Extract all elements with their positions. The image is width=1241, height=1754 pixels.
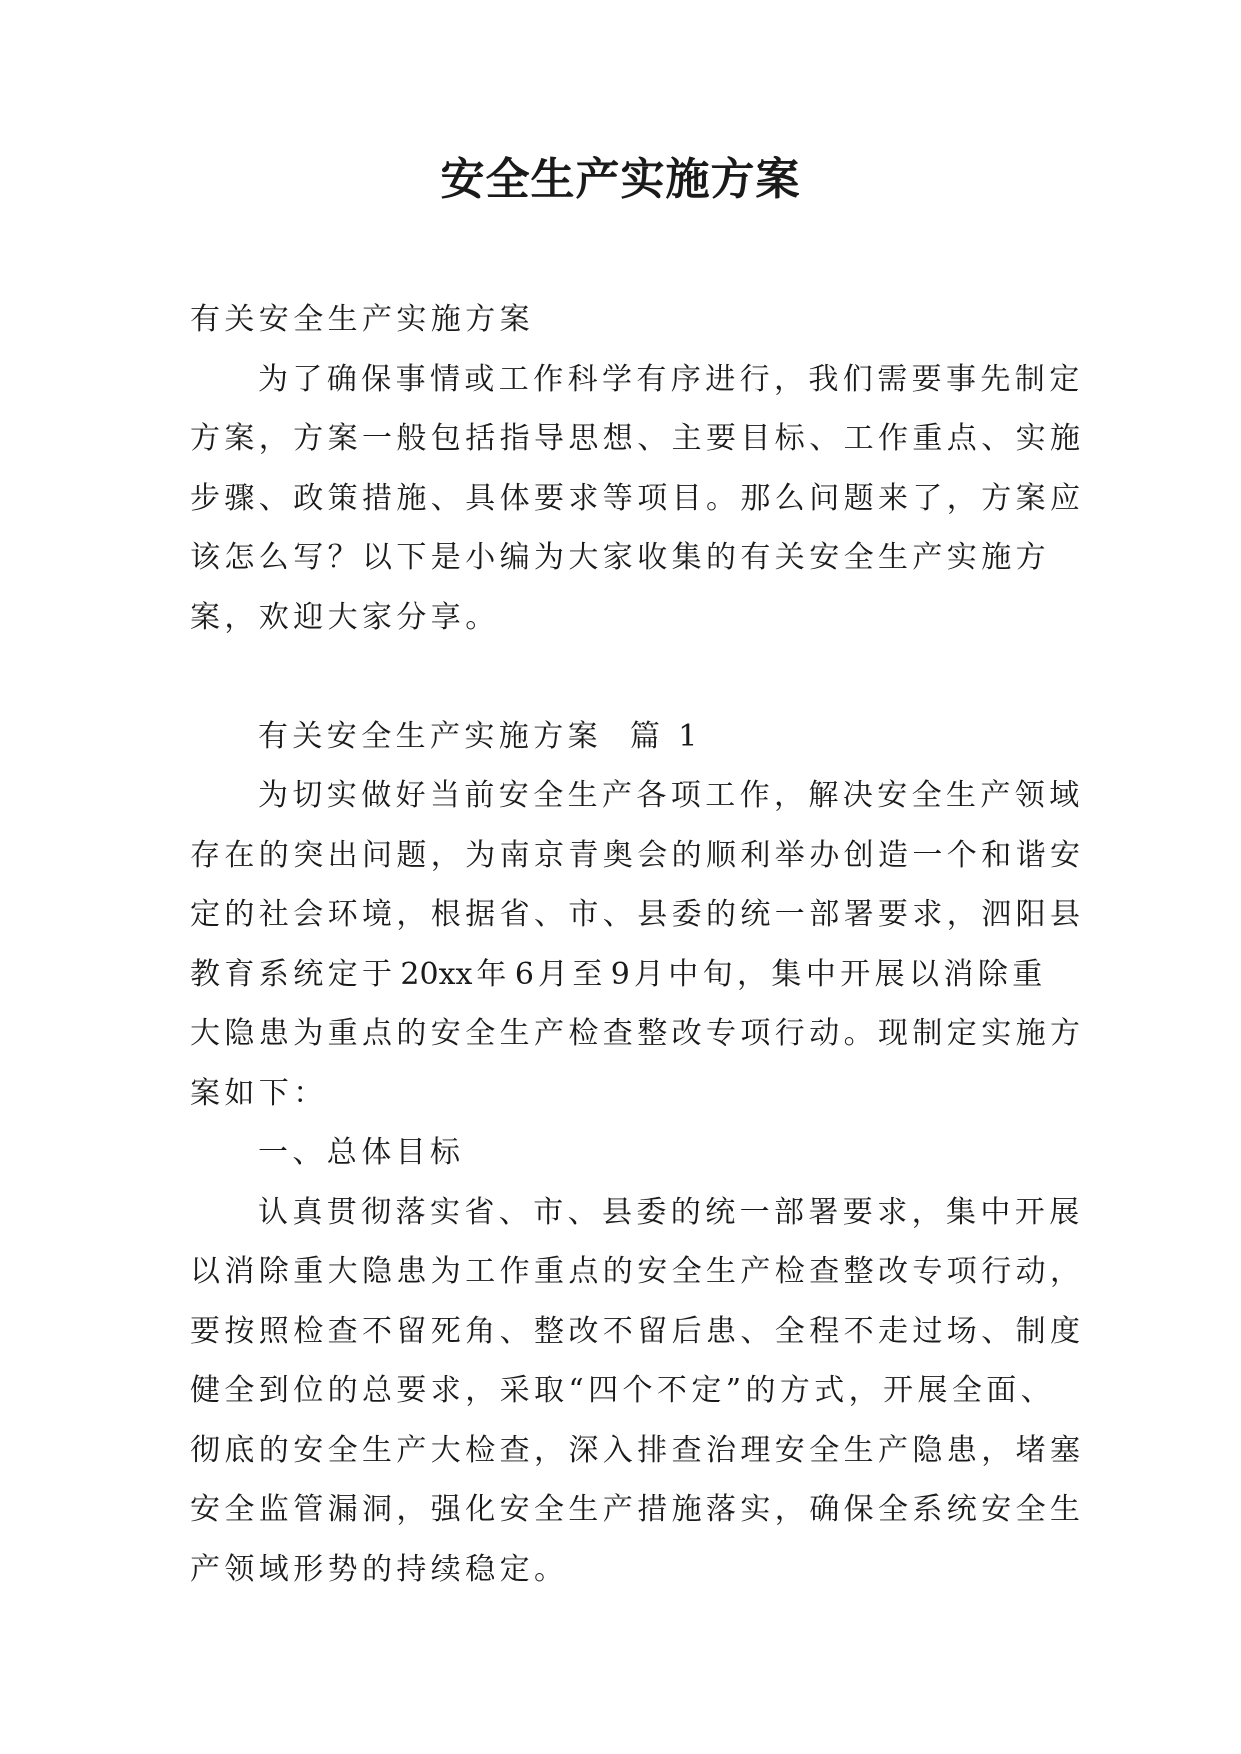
paragraph-line-date <box>190 945 1060 1005</box>
document-body <box>190 290 1085 1599</box>
paragraph-gap <box>190 647 1060 707</box>
paragraph-line: 定的社会环境，根据省、市、县委的统一部署要求，泗阳县 <box>190 897 1085 932</box>
section-heading: 有关安全生产实施方案 篇 1 <box>258 718 702 754</box>
paragraph-line: 安全监管漏洞，强化安全生产措施落实，确保全系统安全生 <box>190 1492 1085 1527</box>
year-value: 20xx <box>400 956 473 992</box>
heading-general-goal: 一、总体目标 <box>258 1135 465 1170</box>
intro-line: 为了确保事情或工作科学有序进行，我们需要事先制定 <box>258 361 1084 397</box>
month-end-value: 9 <box>610 956 630 992</box>
intro-line: 案，欢迎大家分享。 <box>190 599 500 635</box>
paragraph-line: 健全到位的总要求，采取“四个不定”的方式，开展全面、 <box>190 1373 1056 1408</box>
paragraph-line: 要按照检查不留死角、整改不留后患、全程不走过场、制度 <box>190 1313 1085 1349</box>
subtitle: 有关安全生产实施方案 <box>190 302 534 337</box>
date-text-middle: 月至 <box>537 956 607 992</box>
intro-line: 该怎么写？以下是小编为大家收集的有关安全生产实施方 <box>190 540 1050 575</box>
paragraph-line: 大隐患为重点的安全生产检查整改专项行动。现制定实施方 <box>190 1016 1085 1051</box>
paragraph-line: 以消除重大隐患为工作重点的安全生产检查整改专项行动， <box>190 1254 1085 1289</box>
paragraph-line: 彻底的安全生产大检查，深入排查治理安全生产隐患，堵塞 <box>190 1432 1085 1468</box>
paragraph-line: 产领域形势的持续稳定。 <box>190 1551 569 1587</box>
intro-line: 步骤、政策措施、具体要求等项目。那么问题来了，方案应 <box>190 480 1085 516</box>
date-text-after: 月中旬，集中开展以消除重 <box>633 956 1047 992</box>
date-text-before: 教育系统定于 <box>190 956 397 992</box>
intro-line: 方案，方案一般包括指导思想、主要目标、工作重点、实施 <box>190 421 1085 456</box>
paragraph-line: 为切实做好当前安全生产各项工作，解决安全生产领域 <box>258 778 1084 813</box>
date-text-year-unit: 年 <box>476 956 511 992</box>
month-start-value: 6 <box>514 956 534 992</box>
paragraph-line: 认真贯彻落实省、市、县委的统一部署要求，集中开展 <box>258 1194 1084 1230</box>
paragraph-line: 存在的突出问题，为南京青奥会的顺利举办创造一个和谐安 <box>190 837 1085 873</box>
paragraph-line: 案如下： <box>190 1075 328 1111</box>
document-title: 安全生产实施方案 <box>440 154 801 205</box>
